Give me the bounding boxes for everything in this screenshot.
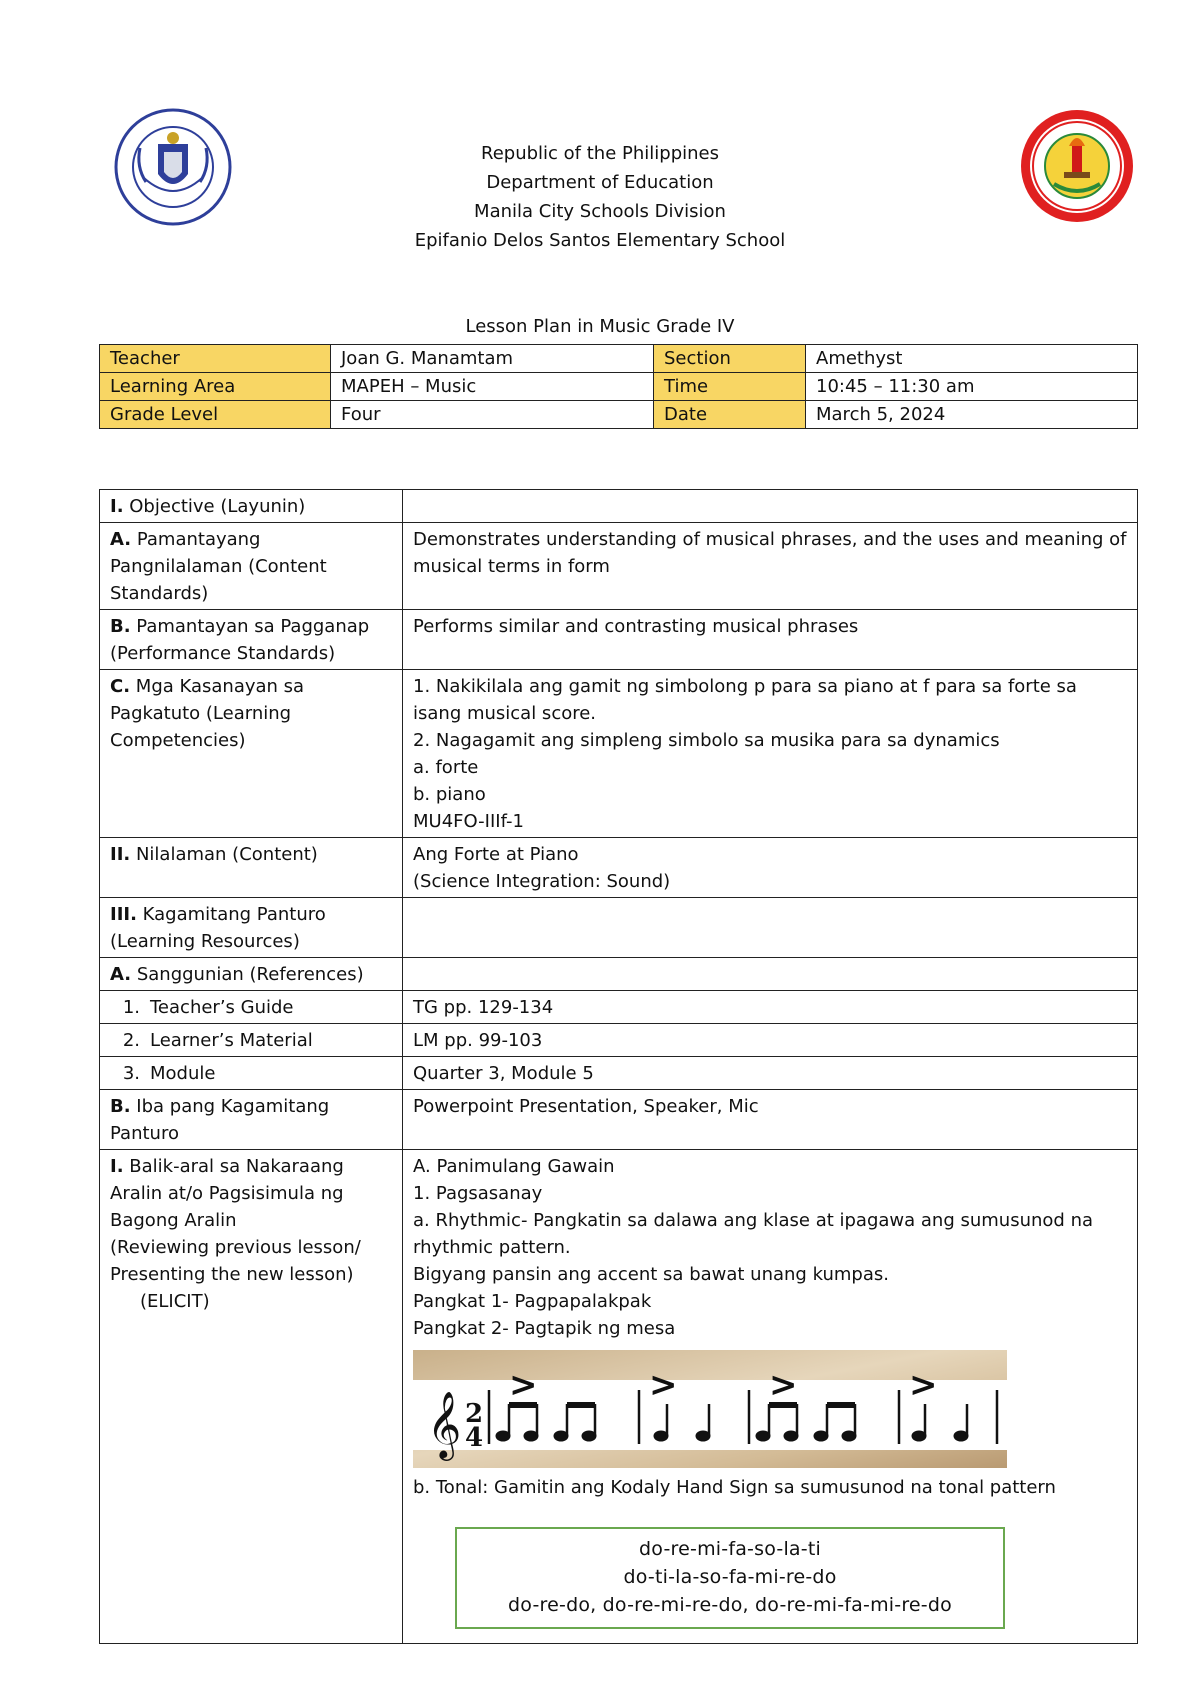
rhythmic-pattern-image — [413, 1350, 1007, 1468]
competency-line: 2. Nagagamit ang simpleng simbolo sa musika para sa dynamics — [413, 730, 1000, 751]
time-signature-top: 2 — [465, 1399, 484, 1429]
table-row — [100, 991, 1138, 1024]
performance-standards-label: Pamantayan sa Pagganap (Performance Standards) — [110, 616, 370, 664]
grade-level-value: Four — [331, 401, 654, 429]
references-label: Sanggunian (References) — [131, 964, 364, 985]
table-row — [100, 523, 1138, 610]
competency-line: 1. Nakikilala ang gamit ng simbolong p para sa piano at f para sa forte sa isang musical score. — [413, 676, 1077, 724]
tonal-pattern: do-re-do, do-re-mi-re-do, do-re-mi-fa-mi-re-do — [508, 1594, 952, 1616]
review-label: Balik-aral sa Nakaraang Aralin at/o Pagsisimula ng Bagong Aralin — [110, 1156, 344, 1231]
document-header — [300, 139, 900, 255]
resources-number: III. — [110, 904, 137, 925]
content-value-cell — [403, 838, 1138, 898]
accent-mark: > — [649, 1365, 678, 1405]
activity-line: Pangkat 2- Pagtapik ng mesa — [413, 1318, 676, 1339]
lesson-plan-table — [99, 489, 1138, 1644]
teacher-label: Teacher — [100, 345, 331, 373]
competency-line: b. piano — [413, 784, 486, 805]
table-row — [100, 838, 1138, 898]
reference-number: 2. — [122, 1030, 140, 1051]
reference-label: Learner’s Material — [150, 1030, 313, 1051]
content-standards-label-cell — [100, 523, 403, 610]
info-row — [100, 373, 1138, 401]
reference-value: TG pp. 129-134 — [403, 991, 1138, 1024]
activity-line: 1. Pagsasanay — [413, 1183, 543, 1204]
header-department: Department of Education — [486, 172, 714, 193]
reference-value: Quarter 3, Module 5 — [403, 1057, 1138, 1090]
table-row — [100, 610, 1138, 670]
header-republic: Republic of the Philippines — [481, 143, 719, 164]
section-value: Amethyst — [806, 345, 1138, 373]
performance-standards-number: B. — [110, 616, 131, 637]
content-number: II. — [110, 844, 131, 865]
deped-seal-logo — [114, 108, 232, 226]
teacher-value: Joan G. Manamtam — [331, 345, 654, 373]
section-label: Section — [654, 345, 806, 373]
content-topic: Ang Forte at Piano — [413, 844, 579, 865]
reference-number: 3. — [122, 1063, 140, 1084]
table-row — [100, 1024, 1138, 1057]
content-label: Nilalaman (Content) — [130, 844, 318, 865]
resources-value-cell — [403, 898, 1138, 958]
accent-mark: > — [909, 1365, 938, 1405]
references-number: A. — [110, 964, 132, 985]
other-resources-label-cell — [100, 1090, 403, 1150]
other-resources-value: Powerpoint Presentation, Speaker, Mic — [403, 1090, 1138, 1150]
activity-line: A. Panimulang Gawain — [413, 1156, 615, 1177]
info-row — [100, 345, 1138, 373]
resources-label: Kagamitang Panturo (Learning Resources) — [110, 904, 326, 952]
reference-label-cell — [100, 1024, 403, 1057]
reference-value: LM pp. 99-103 — [403, 1024, 1138, 1057]
objective-label: Objective (Layunin) — [123, 496, 306, 517]
reference-label: Teacher’s Guide — [150, 997, 294, 1018]
performance-standards-label-cell — [100, 610, 403, 670]
tonal-pattern: do-ti-la-so-fa-mi-re-do — [623, 1566, 837, 1588]
other-resources-label: Iba pang Kagamitang Panturo — [110, 1096, 330, 1144]
competencies-value-cell — [403, 670, 1138, 838]
table-row — [100, 1090, 1138, 1150]
performance-standards-value: Performs similar and contrasting musical phrases — [403, 610, 1138, 670]
learning-area-label: Learning Area — [100, 373, 331, 401]
accent-mark: > — [509, 1365, 538, 1405]
reference-label-cell — [100, 1057, 403, 1090]
tonal-instruction: b. Tonal: Gamitin ang Kodaly Hand Sign sa sumusunod na tonal pattern — [413, 1477, 1056, 1498]
school-seal-logo — [1014, 106, 1140, 226]
reference-number: 1. — [122, 997, 140, 1018]
info-row — [100, 401, 1138, 429]
objective-number: I. — [110, 496, 124, 517]
grade-level-label: Grade Level — [100, 401, 331, 429]
table-row — [100, 898, 1138, 958]
tonal-pattern-box — [455, 1527, 1005, 1629]
reference-label: Module — [150, 1063, 216, 1084]
header-school: Epifanio Delos Santos Elementary School — [414, 230, 786, 251]
time-label: Time — [654, 373, 806, 401]
objective-label-cell — [100, 490, 403, 523]
content-label-cell — [100, 838, 403, 898]
table-row — [100, 1057, 1138, 1090]
competencies-label-cell — [100, 670, 403, 838]
date-label: Date — [654, 401, 806, 429]
activity-line: Pangkat 1- Pagpapalakpak — [413, 1291, 652, 1312]
content-standards-number: A. — [110, 529, 132, 550]
content-integration: (Science Integration: Sound) — [413, 871, 671, 892]
competency-line: a. forte — [413, 757, 479, 778]
resources-label-cell — [100, 898, 403, 958]
treble-clef-icon: 𝄞 — [427, 1390, 462, 1458]
time-value: 10:45 – 11:30 am — [806, 373, 1138, 401]
date-value: March 5, 2024 — [806, 401, 1138, 429]
references-value-cell — [403, 958, 1138, 991]
activity-line: a. Rhythmic- Pangkatin sa dalawa ang klase at ipagawa ang sumusunod na rhythmic pattern. — [413, 1210, 1094, 1258]
lesson-plan-title: Lesson Plan in Music Grade IV — [465, 316, 735, 337]
review-number: I. — [110, 1156, 124, 1177]
table-row — [100, 958, 1138, 991]
time-signature-bottom: 4 — [465, 1423, 484, 1453]
accent-mark: > — [769, 1365, 798, 1405]
references-label-cell — [100, 958, 403, 991]
review-label-cell — [100, 1150, 403, 1644]
tonal-pattern: do-re-mi-fa-so-la-ti — [639, 1538, 821, 1560]
activity-line: Bigyang pansin ang accent sa bawat unang kumpas. — [413, 1264, 889, 1285]
review-tag: (ELICIT) — [140, 1291, 210, 1312]
other-resources-number: B. — [110, 1096, 131, 1117]
competencies-label: Mga Kasanayan sa Pagkatuto (Learning Competencies) — [110, 676, 305, 751]
competencies-number: C. — [110, 676, 131, 697]
content-standards-value: Demonstrates understanding of musical phrases, and the uses and meaning of musical terms in form — [403, 523, 1138, 610]
info-table — [99, 344, 1138, 429]
reference-label-cell — [100, 991, 403, 1024]
content-standards-label: Pamantayang Pangnilalaman (Content Standards) — [110, 529, 327, 604]
table-row — [100, 1150, 1138, 1644]
review-activity-cell — [403, 1150, 1138, 1644]
competency-code: MU4FO-IIIf-1 — [413, 811, 524, 832]
review-english-label: (Reviewing previous lesson/ Presenting the new lesson) — [110, 1237, 361, 1285]
header-division: Manila City Schools Division — [474, 201, 726, 222]
learning-area-value: MAPEH – Music — [331, 373, 654, 401]
table-row — [100, 670, 1138, 838]
objective-value-cell — [403, 490, 1138, 523]
table-row — [100, 490, 1138, 523]
